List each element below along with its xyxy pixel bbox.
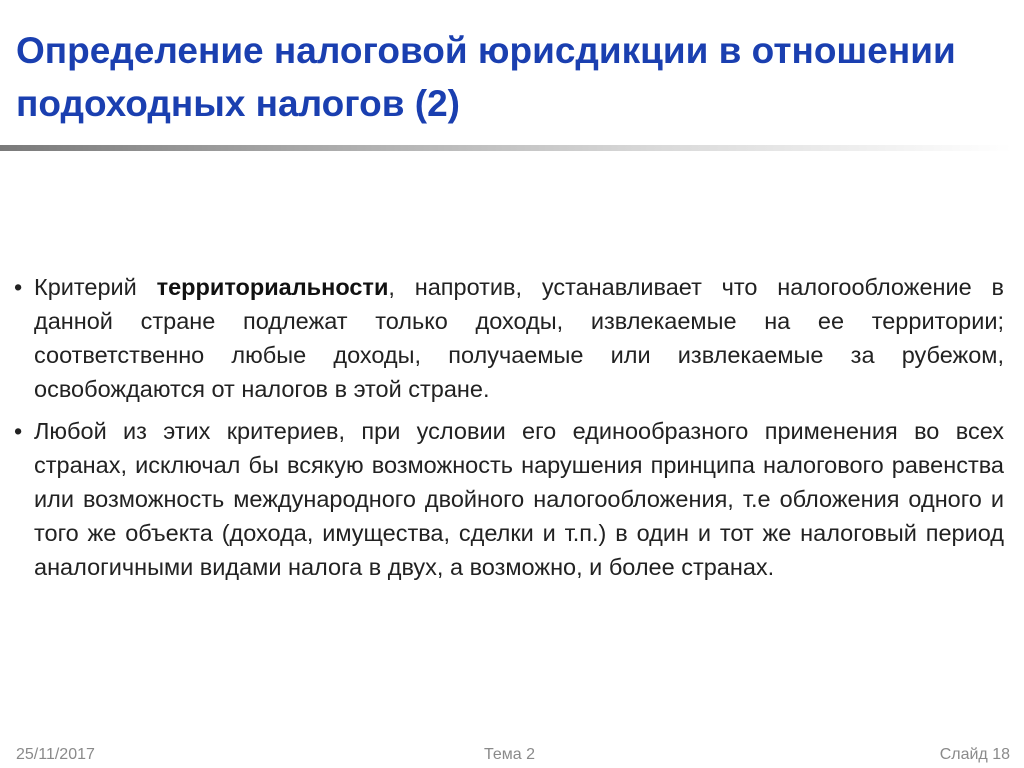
bullet-text-start: Критерий xyxy=(34,274,157,300)
bullet-text: Любой из этих критериев, при условии его единообразного применения во всех странах, исключал бы всякую возможность нарушения принципа налогового равенства или возможность международного двойного налогообложения, т.е обложения одного и того же объекта (дохода, имущества, сделки и т.п.) в один и тот же налоговый период аналогичными видами налога в двух, а возможно, и более странах. xyxy=(34,418,1004,580)
bullet-icon: • xyxy=(14,418,23,444)
bullet-item-uniform-application xyxy=(14,414,1004,584)
bullet-text xyxy=(34,270,1004,406)
footer-date: 25/11/2017 xyxy=(16,746,95,763)
bullet-list xyxy=(14,270,1004,592)
footer-slide-number: Слайд 18 xyxy=(939,746,1010,763)
footer-topic: Тема 2 xyxy=(484,746,536,763)
slide-title: Определение налоговой юрисдикции в отношении подоходных налогов (2) xyxy=(16,30,956,124)
title-divider xyxy=(0,145,1012,151)
bullet-text-emphasis: территориальности xyxy=(156,274,389,300)
bullet-text-end: , напротив, устанавливает что налогообложение в данной стране подлежат только доходы, извлекаемые на ее территории; соответственно любые доходы, получаемые или извлекаемые за рубежом, освобождаются от налогов в этой стране. xyxy=(34,274,1004,402)
bullet-item-territoriality xyxy=(14,270,1004,406)
bullet-icon: • xyxy=(14,274,23,300)
